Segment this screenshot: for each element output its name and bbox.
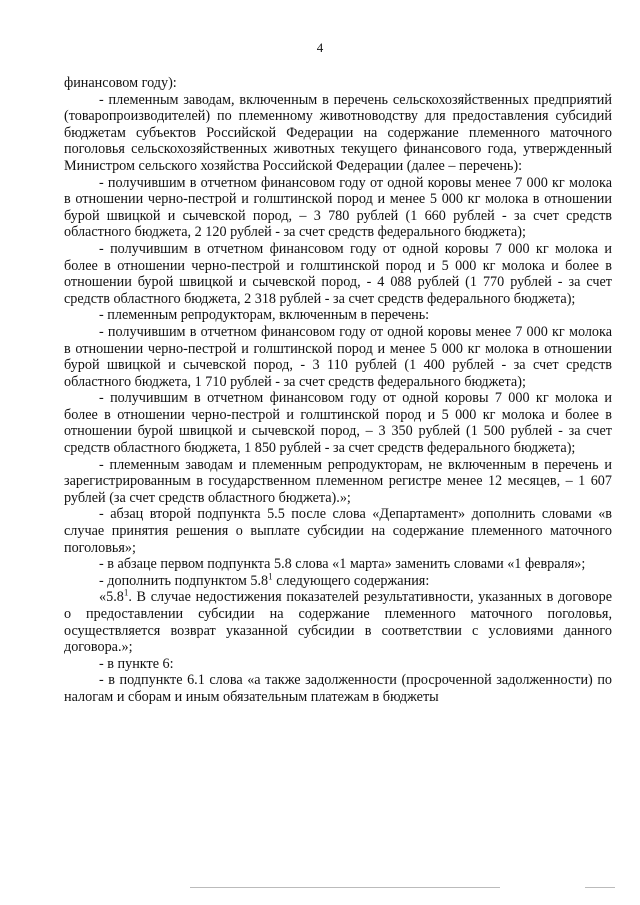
paragraph: - в подпункте 6.1 слова «а также задолженности (просроченной задолженности) по налогам и сборам и иным обязательным платежам в бюджеты <box>64 672 612 705</box>
paragraph: - получившим в отчетном финансовом году от одной коровы 7 000 кг молока и более в отношении черно-пестрой и голштинской пород и 5 000 кг молока и более в отношении бурой швицкой и сычевской пород, - 4 088 рублей (1 770 рублей - за счет средств областного бюджета, 2 318 рублей - за счет средств федерального бюджета); <box>64 240 612 307</box>
paragraph: - абзац второй подпункта 5.5 после слова «Департамент» дополнить словами «в случае принятия решения о выплате субсидии на содержание племенного маточного поголовья»; <box>64 506 612 556</box>
paragraph: - получившим в отчетном финансовом году от одной коровы менее 7 000 кг молока в отношении черно-пестрой и голштинской пород и менее 5 000 кг молока в отношении бурой швицкой и сычевской пород, – 3 780 рублей (1 660 рублей - за счет средств областного бюджета, 2 120 рублей - за счет средств федерального бюджета); <box>64 174 612 241</box>
paragraph: - получившим в отчетном финансовом году от одной коровы менее 7 000 кг молока в отношении черно-пестрой и голштинской пород и менее 5 000 кг молока в отношении бурой швицкой и сычевской пород, - 3 110 рублей (1 400 рублей - за счет средств областного бюджета, 1 710 рублей - за счет средств федерального бюджета); <box>64 323 612 390</box>
superscript: 1 <box>268 571 273 582</box>
page-number: 4 <box>316 40 324 55</box>
paragraph: - в пункте 6: <box>99 655 174 672</box>
paragraph: - племенным заводам и племенным репродукторам, не включенным в перечень и зарегистрированным в государственном племенном регистре менее 12 месяцев, – 1 607 рублей (за счет средств областного бюджета).»; <box>64 456 612 506</box>
document-body <box>64 75 612 706</box>
footer-rule <box>585 887 615 888</box>
paragraph: - в абзаце первом подпункта 5.8 слова «1 марта» заменить словами «1 февраля»; <box>99 556 586 573</box>
footer-rule <box>190 887 500 888</box>
paragraph <box>64 573 612 590</box>
paragraph: финансовом году): <box>64 75 177 91</box>
paragraph-text: следующего содержания: <box>272 572 430 589</box>
paragraph <box>64 589 612 655</box>
paragraph: - племенным заводам, включенным в перечень сельскохозяйственных предприятий (товаропроизводителей) по племенному животноводству для предоставления субсидий бюджетам субъектов Российской Федерации на содержание племенного маточного поголовья сельскохозяйственных животных текущего финансового года, утвержденный Министром сельского хозяйства Российской Федерации (далее – перечень): <box>64 91 612 174</box>
paragraph: - племенным репродукторам, включенным в перечень: <box>99 307 430 324</box>
paragraph-text: - дополнить подпунктом 5.8 <box>99 572 269 589</box>
paragraph-text: . В случае недостижения показателей результативности, указанных в договоре о предоставлении субсидии на содержание племенного маточного поголовья, осуществляется возврат указанной субсидии в соответствии с условиями данного договора.»; <box>64 589 612 656</box>
superscript: 1 <box>123 587 129 598</box>
paragraph: - получившим в отчетном финансовом году от одной коровы 7 000 кг молока и более в отношении черно-пестрой и голштинской пород и 5 000 кг молока и более в отношении бурой швицкой и сычевской пород, – 3 350 рублей (1 500 рублей - за счет средств областного бюджета, 1 850 рублей - за счет средств федерального бюджета); <box>64 390 612 457</box>
paragraph-text: «5.8 <box>99 589 124 606</box>
